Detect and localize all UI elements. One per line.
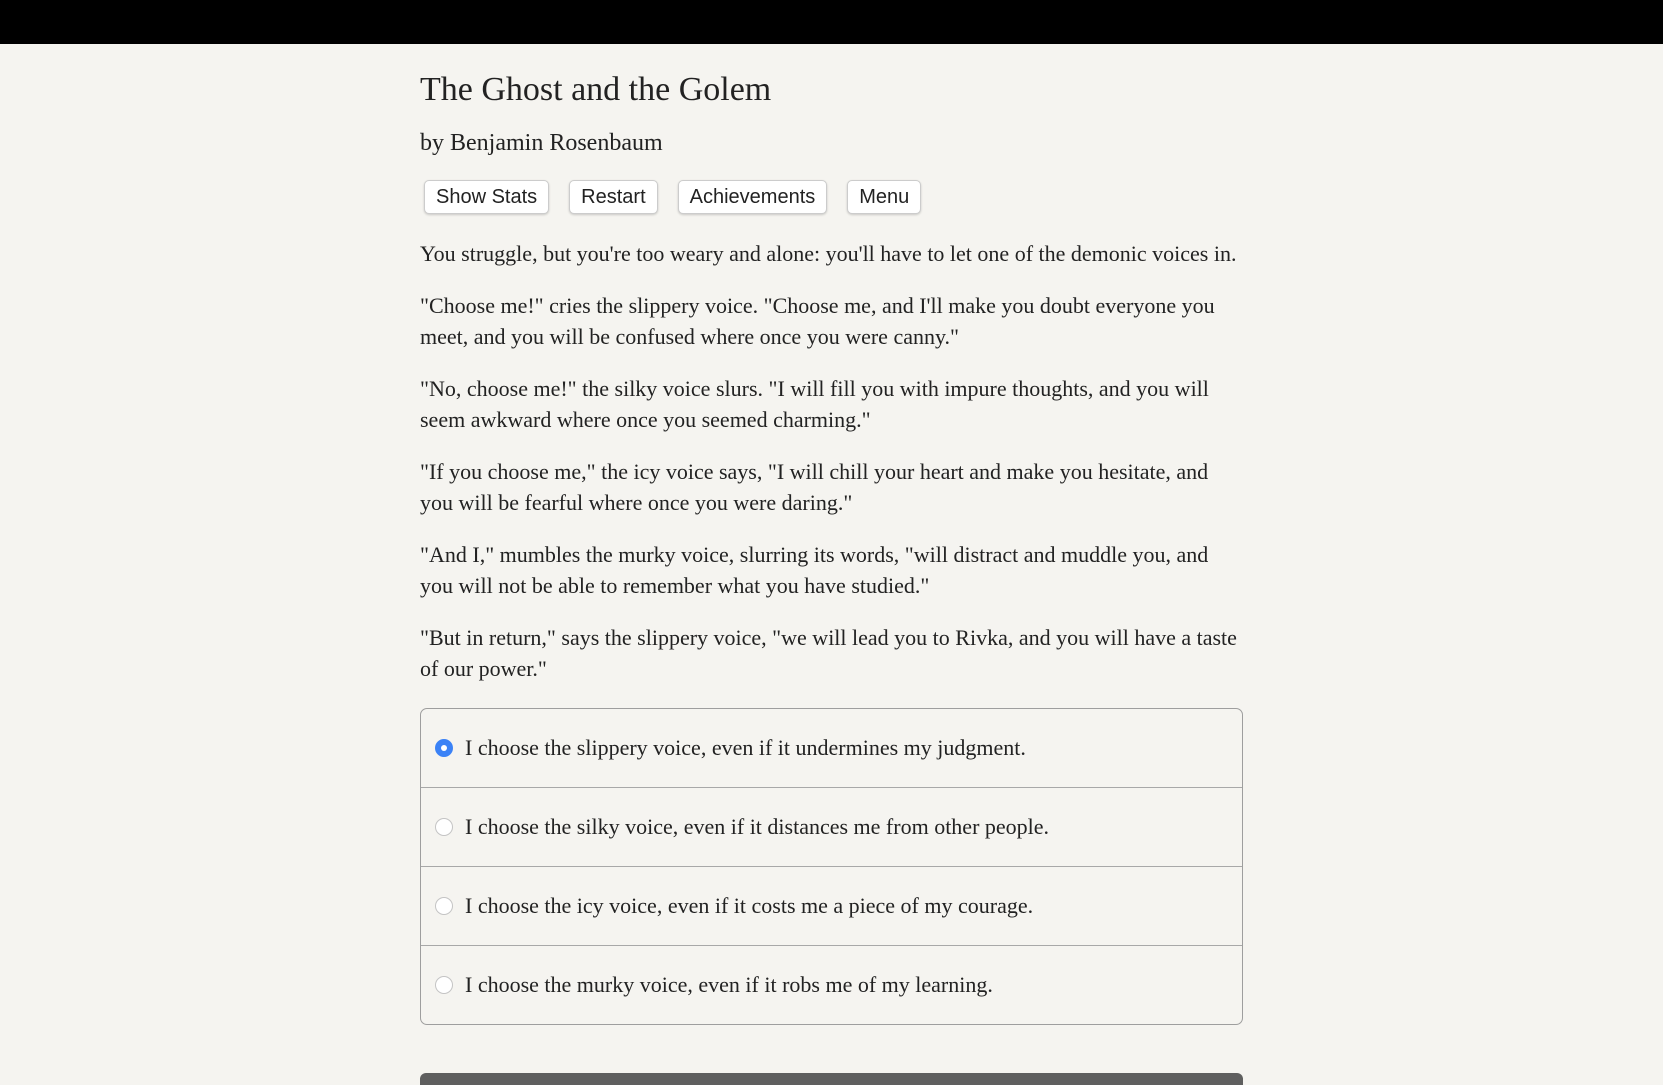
- choice-option[interactable]: [421, 787, 1242, 866]
- choice-label: I choose the slippery voice, even if it undermines my judgment.: [465, 735, 1026, 760]
- story-paragraph: "But in return," says the slippery voice, "we will lead you to Rivka, and you will have a taste of our power.": [420, 625, 1237, 681]
- story-paragraph: "No, choose me!" the silky voice slurs. "I will fill you with impure thoughts, and you will seem awkward where once you seemed charming.": [420, 376, 1209, 432]
- game-content: [420, 44, 1243, 1025]
- toolbar: [424, 180, 1243, 214]
- show-stats-button[interactable]: Show Stats: [424, 180, 549, 214]
- story-paragraph: "If you choose me," the icy voice says, "I will chill your heart and make you hesitate, and you will be fearful where once you were daring.": [420, 459, 1209, 515]
- choice-option[interactable]: [421, 945, 1242, 1024]
- radio-button-icon[interactable]: [435, 739, 453, 757]
- choice-option[interactable]: [421, 866, 1242, 945]
- radio-button-icon[interactable]: [435, 897, 453, 915]
- choice-option[interactable]: [421, 709, 1242, 787]
- menu-button[interactable]: Menu: [847, 180, 921, 214]
- choice-label: I choose the silky voice, even if it distances me from other people.: [465, 814, 1050, 839]
- story-paragraph: "And I," mumbles the murky voice, slurring its words, "will distract and muddle you, and you will not be able to remember what you have studied.": [420, 542, 1209, 598]
- game-title: The Ghost and the Golem: [420, 71, 772, 108]
- story-text: [420, 238, 1243, 684]
- author-byline: by Benjamin Rosenbaum: [420, 130, 663, 156]
- choice-list: [420, 708, 1243, 1025]
- radio-button-icon[interactable]: [435, 818, 453, 836]
- choice-label: I choose the icy voice, even if it costs me a piece of my courage.: [465, 893, 1034, 918]
- choice-label: I choose the murky voice, even if it robs me of my learning.: [465, 972, 993, 997]
- story-paragraph: You struggle, but you're too weary and alone: you'll have to let one of the demonic voices in.: [420, 241, 1237, 266]
- restart-button[interactable]: Restart: [569, 180, 657, 214]
- next-button[interactable]: [420, 1073, 1243, 1085]
- radio-button-icon[interactable]: [435, 976, 453, 994]
- browser-top-bar: [0, 0, 1663, 44]
- achievements-button[interactable]: Achievements: [678, 180, 828, 214]
- story-paragraph: "Choose me!" cries the slippery voice. "Choose me, and I'll make you doubt everyone you meet, and you will be confused where once you were canny.": [420, 293, 1215, 349]
